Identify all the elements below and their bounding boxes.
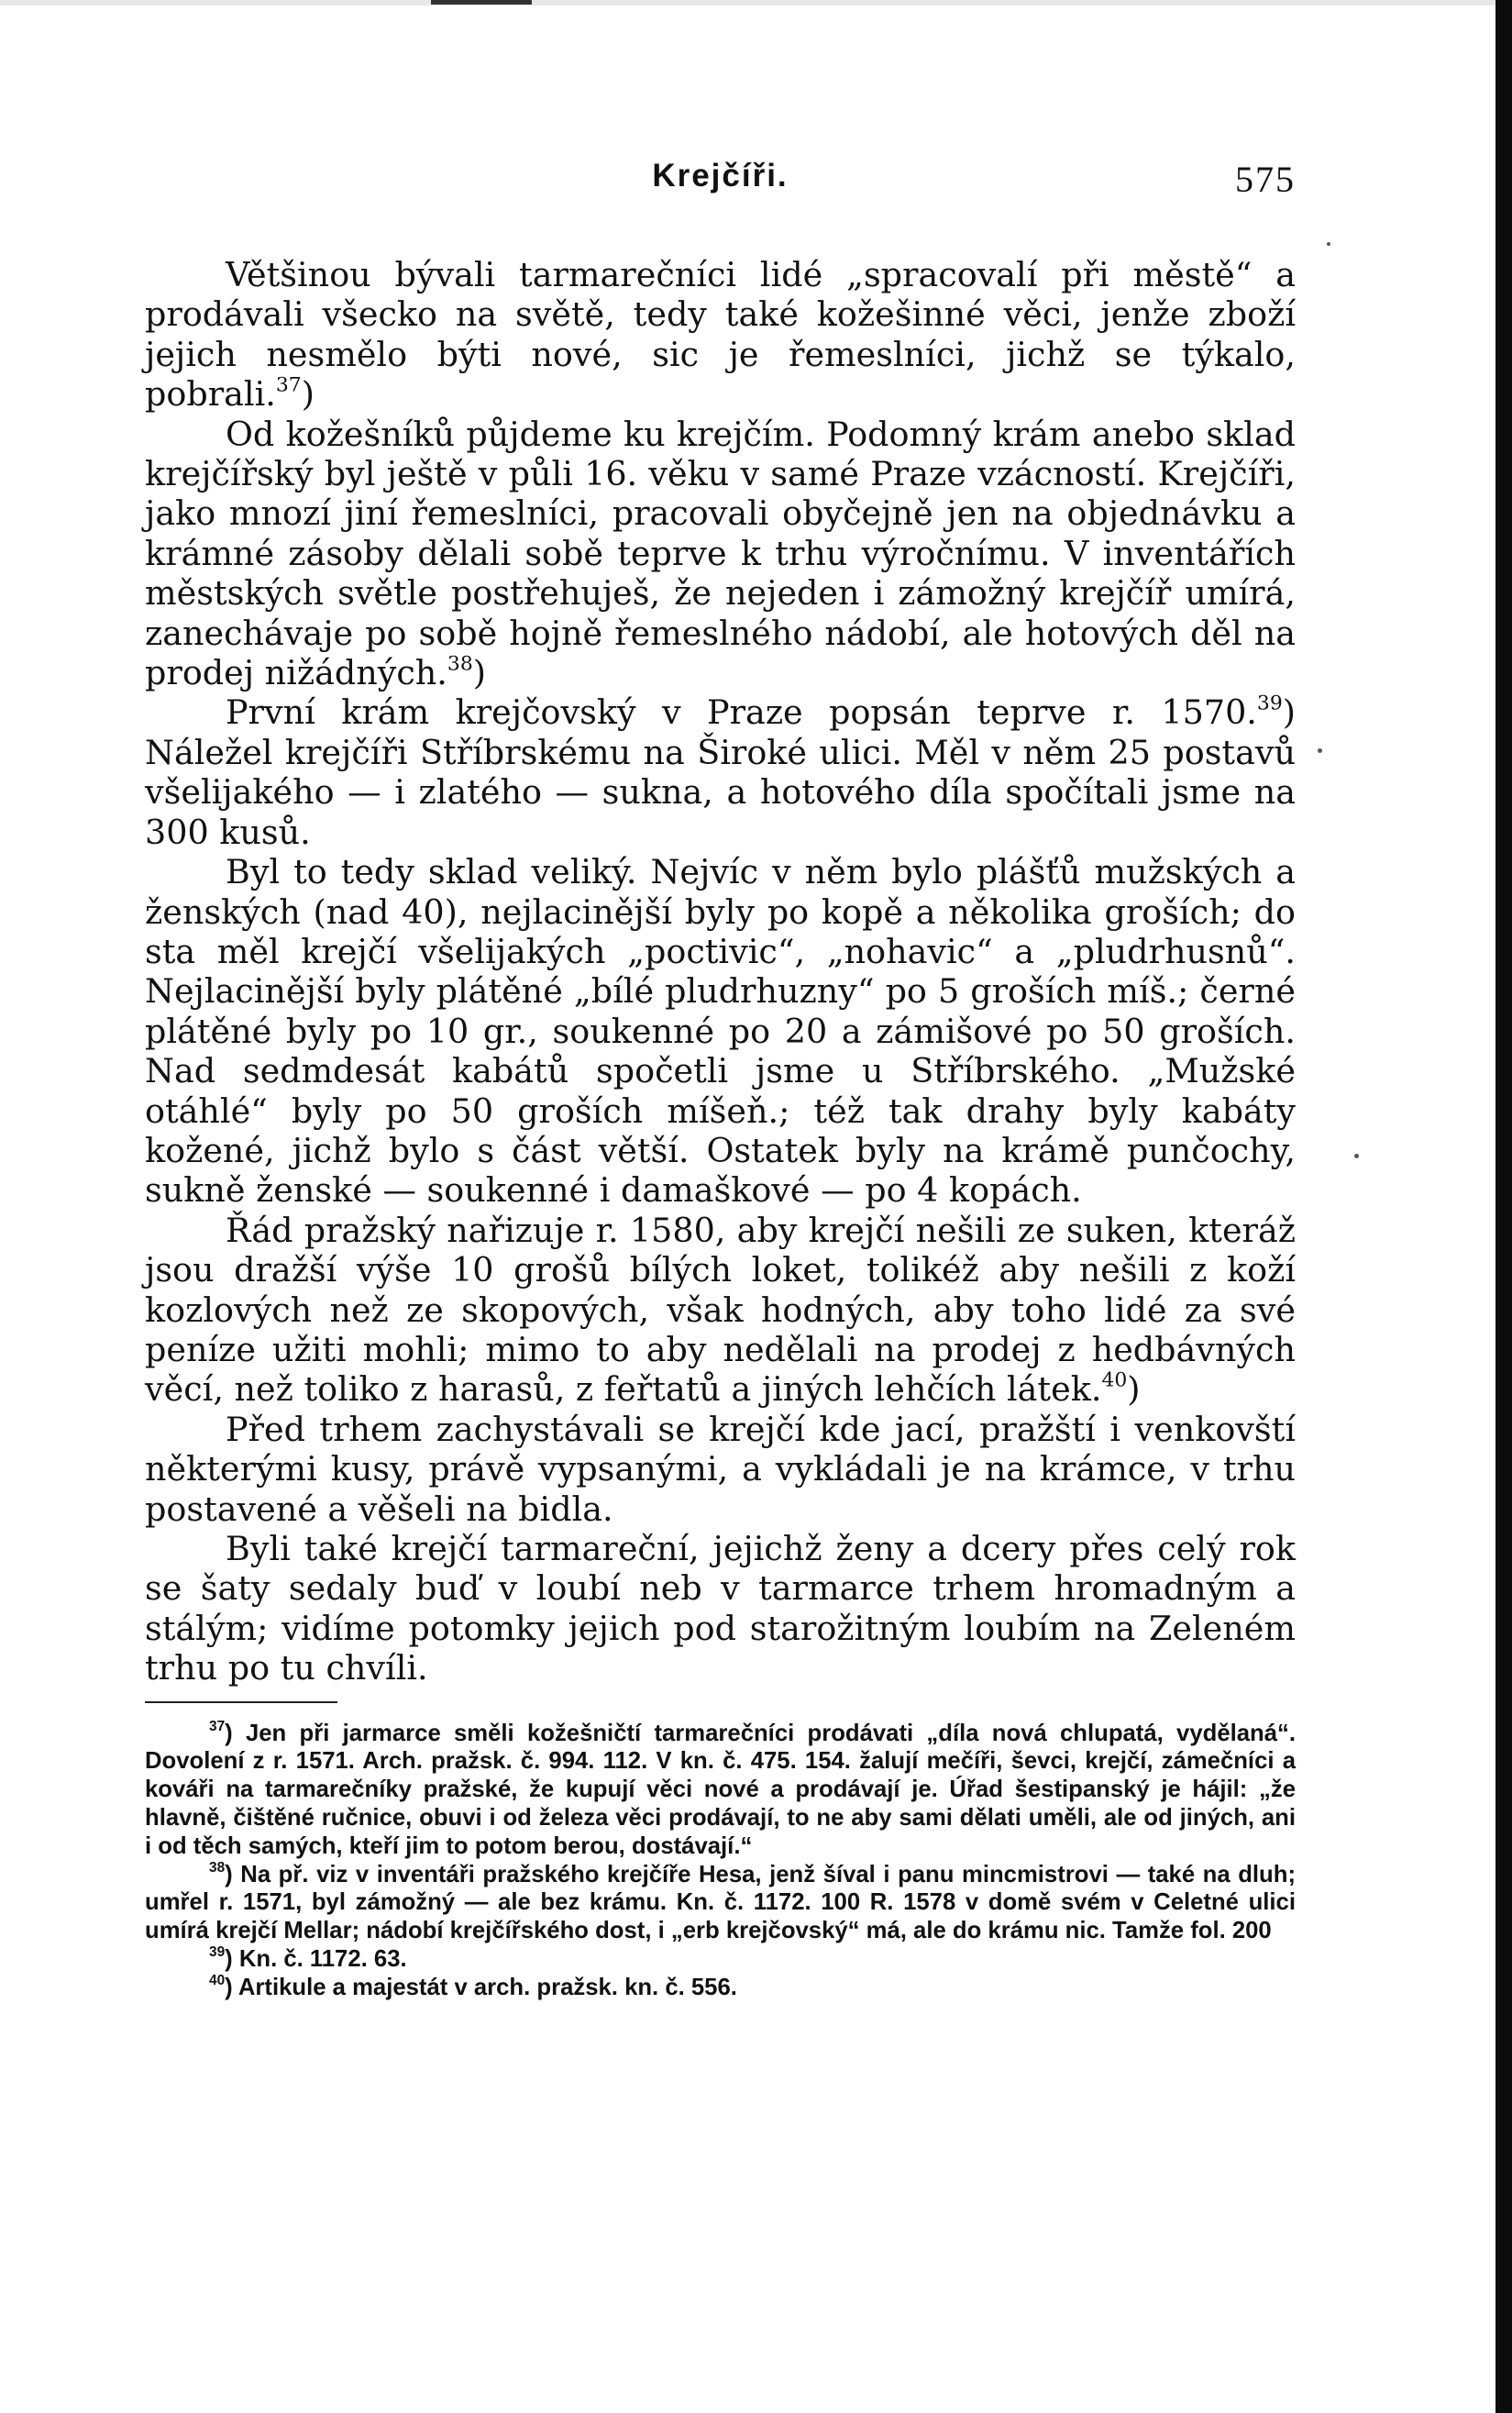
paragraph: Byli také krejčí tarmareční, jejichž ženy a dcery přes celý rok se šaty sedaly buď v loubí neb v tarmarce trhem hromadným a stálým; vidíme potomky jejich pod starožitným loubím na Zeleném trhu po tu chvíli.: [145, 1529, 1296, 1688]
main-text: [145, 255, 1296, 1688]
paragraph: Byl to tedy sklad veliký. Nejvíc v něm bylo plášťů mužských a ženských (nad 40), nejlacinější byly po kopě a několika groších; do sta měl krejčí všelijakých „poctivic“, „nohavic“ a „pludrhusnů“. Nejlacinější byly plátěné „bílé pludrhuzny“ po 5 groších míš.; černé plátěné byly po 10 gr., soukenné po 20 a zámišové po 50 groších. Nad sedmdesát kabátů spočetli jsme u Stříbrského. „Mužské otáhlé“ byly po 50 groších míšeň.; též tak drahy byly kabáty kožené, jichž bylo s část větší. Ostatek byly na krámě punčochy, sukně ženské — soukenné i damaškové — po 4 kopách.: [145, 852, 1296, 1211]
scan-speck: [1354, 1154, 1359, 1158]
scan-speck: [1327, 242, 1330, 246]
paragraph: Většinou bývali tarmarečníci lidé „spracovalí při městě“ a prodávali všecko na světě, tedy také kožešinné věci, jenže zboží jejich nesmělo býti nové, sic je řemeslníci, jichž se týkalo, pobrali.$^{37}$): [145, 255, 1296, 415]
running-head: [145, 154, 1296, 209]
footnote-number: 39: [209, 1944, 226, 1961]
footnote-ref[interactable]: 39: [1256, 692, 1283, 716]
footnotes: [145, 1720, 1296, 2002]
scan-top-mark: [431, 0, 532, 5]
scan-right-edge: [1495, 0, 1512, 2413]
chapter-title: Krejčíři.: [652, 158, 789, 194]
page-number: 575: [1235, 159, 1296, 200]
footnote: $^{38}$) Na př. viz v inventáři pražského krejčíře Hesa, jenž šíval i panu mincmistrovi — také na dluh; umřel r. 1571, byl zámožný — ale bez krámu. Kn. č. 1172. 100 R. 1578 v domě svém v Celetné ulici umírá krejčí Mellar; nádobí krejčířského dost, i „erb krejčovský“ má, ale do krámu nic. Tamže fol. 200: [145, 1859, 1296, 1944]
footnote-ref[interactable]: 38: [447, 652, 473, 676]
footnote-ref[interactable]: 37: [275, 373, 302, 397]
footnote-ref[interactable]: 40: [1101, 1369, 1128, 1393]
footnote: $^{39}$) Kn. č. 1172. 63.: [209, 1944, 407, 1972]
footnote: $^{40}$) Artikule a majestát v arch. pražsk. kn. č. 556.: [209, 1973, 737, 2000]
footnote-number: 38: [209, 1859, 226, 1876]
paragraph: Řád pražský nařizuje r. 1580, aby krejčí nešili ze suken, kteráž jsou dražší výše 10 grošů bílých loket, tolikéž aby nešili z koží kozlových než ze skopových, však hodných, aby toho lidé za své peníze užiti mohli; mimo to aby nedělali na prodej z hedbávných věcí, než toliko z harasů, z feřtatů a jiných lehčích látek.$^{40}$): [145, 1210, 1296, 1410]
footnote-number: 40: [209, 1973, 226, 1989]
scan-top-edge: [0, 0, 1512, 6]
paragraph: Od kožešníků půjdeme ku krejčím. Podomný krám anebo sklad krejčířský byl ještě v půli 16. věku v samé Praze vzácností. Krejčíři, jako mnozí jiní řemeslníci, pracovali obyčejně jen na objednávku a krámné zásoby dělali sobě teprve k trhu výročnímu. V inventářích městských světle postřehuješ, že nejeden i zámožný krejčíř umírá, zanechávaje po sobě hojně řemeslného nádobí, ale hotových děl na prodej nižádných.$^{38}$): [145, 414, 1296, 693]
footnote: $^{37}$) Jen při jarmarce směli kožešničtí tarmarečníci prodávati „díla nová chlupatá, vydělaná“. Dovolení z r. 1571. Arch. pražsk. č. 994. 112. V kn. č. 475. 154. žalují mečíři, ševci, krejčí, zámečníci a kováři na tarmarečníky pražské, že kupují věci nové a prodávají je. Úřad šestipanský je hájil: „že hlavně, čištěné ručnice, obuvi i od železa věci prodávají, to ne aby sami dělati uměli, ale od jiných, ani i od těch samých, kteří jim to potom berou, dostávají.“: [145, 1718, 1296, 1859]
paragraph: Před trhem zachystávali se krejčí kde jací, pražští i venkovští některými kusy, právě vypsanými, a vykládali je na krámce, v trhu postavené a věšeli na bidla.: [145, 1409, 1296, 1529]
paragraph: První krám krejčovský v Praze popsán teprve r. 1570.39) Náležel krejčíři Stříbrskému na Široké ulici. Měl v něm 25 postavů všelijakého — i zlatého — sukna, a hotového díla spočítali jsme na 300 kusů.: [145, 692, 1296, 852]
footnote-divider: [145, 1701, 337, 1703]
book-page: [145, 154, 1296, 2002]
scan-speck: [1318, 748, 1322, 753]
footnote-number: 37: [209, 1718, 226, 1734]
